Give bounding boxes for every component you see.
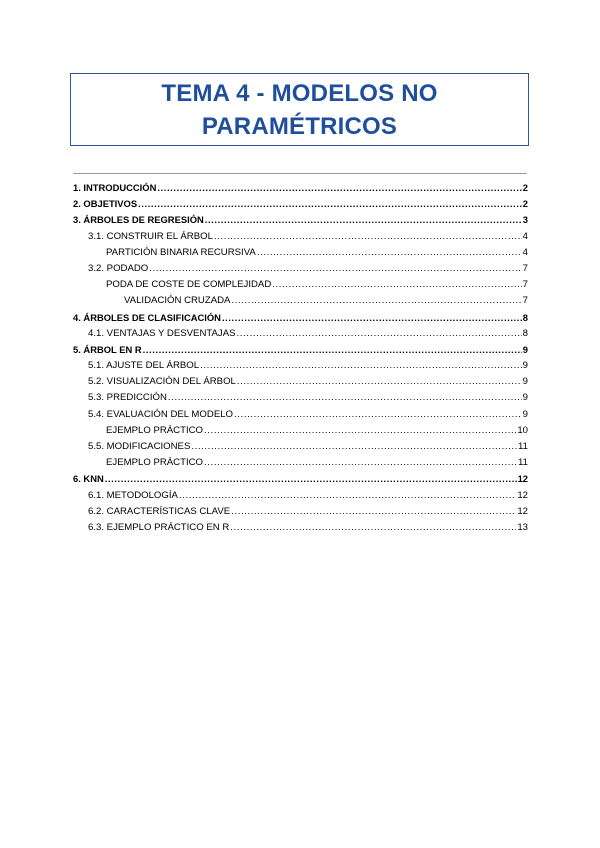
table-of-contents (73, 180, 528, 536)
toc-entry-title: 5. ÁRBOL EN R (73, 343, 142, 355)
toc-entry-title: 2. OBJETIVOS (73, 198, 138, 210)
toc-entry-title: 5.1. AJUSTE DEL ÁRBOL (88, 360, 200, 372)
toc-entry-title: 3. ÁRBOLES DE REGRESIÓN (73, 214, 204, 226)
toc-entry[interactable] (73, 488, 528, 504)
toc-entry-title: 5.5. MODIFICACIONES (88, 441, 191, 452)
toc-entry-page-number: 4 (522, 230, 528, 242)
toc-entry-page-number: 11 (518, 457, 528, 469)
toc-dot-leader (231, 504, 516, 520)
document-title-box (70, 73, 529, 146)
toc-entry-title: 6.1. METODOLOGÍA (88, 489, 178, 501)
toc-entry-page-number: 9 (522, 376, 528, 388)
toc-entry-title: 5.2. VISUALIZACIÓN DEL ÁRBOL (88, 376, 236, 388)
toc-dot-leader (179, 488, 516, 504)
toc-entry-title: 5.3. PREDICCIÓN (88, 392, 167, 404)
toc-entry-page-number: 12 (517, 505, 528, 517)
toc-entry-page-number: 4 (522, 246, 528, 258)
toc-entry-title: 6.2. CARACTERÍSTICAS CLAVE (88, 505, 231, 517)
toc-entry-title: 6.3. EJEMPLO PRÁCTICO EN R (88, 521, 230, 533)
toc-dot-leader (222, 310, 522, 326)
toc-dot-leader (214, 229, 522, 245)
toc-entry[interactable] (73, 374, 528, 390)
toc-dot-leader (143, 342, 522, 358)
toc-dot-leader (257, 245, 522, 261)
toc-entry[interactable] (73, 504, 528, 520)
toc-entry-page-number: 2 (522, 198, 528, 210)
toc-entry-title: 6. KNN (73, 473, 104, 485)
toc-dot-leader (237, 326, 522, 342)
toc-dot-leader (149, 261, 521, 277)
document-title-line-2: PARAMÉTRICOS (201, 113, 398, 140)
toc-entry-title: VALIDACIÓN CRUZADA (124, 295, 231, 307)
toc-entry-title: 4.1. VENTAJAS Y DESVENTAJAS (88, 327, 236, 339)
toc-entry[interactable] (73, 407, 528, 423)
toc-entry[interactable] (73, 293, 528, 309)
toc-entry-page-number: 7 (522, 279, 528, 291)
toc-entry[interactable] (73, 196, 528, 212)
toc-dot-leader (230, 520, 516, 536)
toc-entry-title: 3.2. PODADO (88, 262, 149, 274)
toc-dot-leader (168, 390, 522, 406)
toc-entry[interactable] (73, 520, 528, 536)
toc-divider (73, 173, 527, 174)
toc-entry[interactable] (73, 212, 528, 228)
toc-entry[interactable] (73, 471, 528, 487)
toc-dot-leader (200, 358, 522, 374)
toc-entry-page-number: 12 (517, 473, 528, 485)
toc-dot-leader (237, 374, 522, 390)
toc-entry[interactable] (73, 180, 528, 196)
toc-dot-leader (272, 277, 521, 293)
toc-entry[interactable] (73, 358, 528, 374)
document-title-line-1: TEMA 4 - MODELOS NO (161, 80, 438, 107)
toc-entry-page-number: 9 (522, 343, 528, 355)
toc-entry-page-number: 10 (517, 424, 528, 436)
toc-entry-title: 3.1. CONSTRUIR EL ÁRBOL (88, 230, 213, 242)
toc-entry-page-number: 7 (522, 262, 528, 274)
toc-dot-leader (105, 471, 517, 487)
toc-entry-title: PARTICIÓN BINARIA RECURSIVA (106, 246, 256, 258)
toc-entry[interactable] (73, 342, 528, 358)
toc-entry[interactable] (73, 439, 528, 455)
toc-entry[interactable] (73, 229, 528, 245)
toc-entry[interactable] (73, 423, 528, 439)
toc-entry[interactable] (73, 390, 528, 406)
toc-entry-page-number: 9 (522, 360, 528, 372)
toc-entry[interactable] (73, 261, 528, 277)
toc-dot-leader (204, 423, 516, 439)
toc-entry[interactable] (73, 277, 528, 293)
toc-entry-page-number: 8 (522, 311, 528, 323)
toc-entry-title: 1. INTRODUCCIÓN (73, 182, 157, 193)
toc-entry-page-number: 12 (517, 489, 528, 501)
toc-entry-page-number: 9 (522, 408, 528, 420)
toc-entry-title: EJEMPLO PRÁCTICO (106, 457, 204, 469)
toc-entry-title: 4. ÁRBOLES DE CLASIFICACIÓN (73, 311, 221, 323)
toc-entry-title: 5.4. EVALUACIÓN DEL MODELO (88, 408, 234, 420)
toc-entry-page-number: 13 (517, 521, 528, 533)
toc-dot-leader (138, 196, 522, 212)
toc-entry-page-number: 7 (522, 295, 528, 307)
toc-entry-title: EJEMPLO PRÁCTICO (106, 424, 204, 436)
toc-entry-page-number: 9 (522, 392, 528, 404)
toc-dot-leader (157, 180, 521, 196)
toc-entry-page-number: 8 (522, 327, 528, 339)
toc-dot-leader (231, 293, 521, 309)
toc-dot-leader (205, 212, 522, 228)
toc-dot-leader (204, 455, 517, 471)
toc-entry[interactable] (73, 310, 528, 326)
toc-entry[interactable] (73, 455, 528, 471)
toc-entry-page-number: 3 (522, 214, 528, 226)
toc-entry-page-number: 2 (522, 182, 528, 193)
toc-entry[interactable] (73, 326, 528, 342)
toc-entry[interactable] (73, 245, 528, 261)
toc-dot-leader (234, 407, 522, 423)
toc-dot-leader (191, 439, 517, 455)
toc-entry-title: PODA DE COSTE DE COMPLEJIDAD (106, 279, 272, 291)
toc-entry-page-number: 11 (518, 441, 528, 452)
